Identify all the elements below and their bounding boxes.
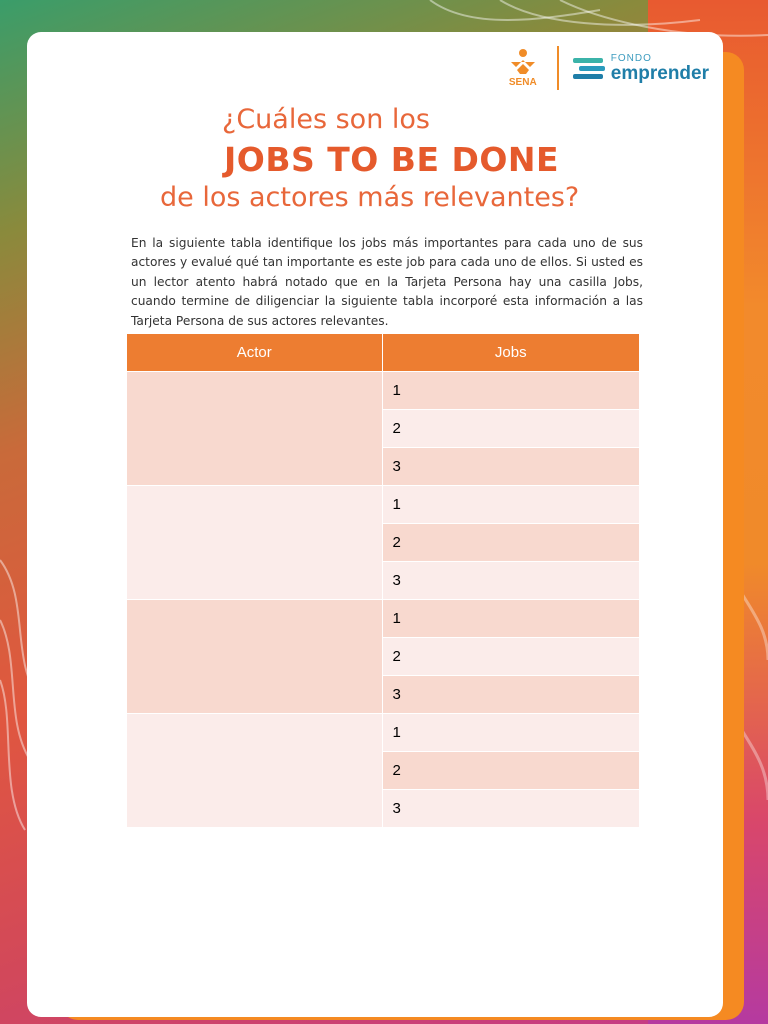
job-cell[interactable]: 1 [382,486,639,524]
job-cell[interactable]: 3 [382,790,639,828]
table-header-row [127,334,639,372]
intro-paragraph: En la siguiente tabla identifique los jobs más importantes para cada uno de sus actores y evalué qué tan importante es este job para cada uno de ellos. Si usted es un lector atento habrá notado que en la Tarjeta Persona hay una casilla Jobs, cuando termine de diligenciar la siguiente tabla incorporé esta información a las Tarjeta Persona de sus actores relevantes. [131,236,643,328]
fondo-logo-big-text: emprender [610,62,709,84]
job-cell[interactable]: 2 [382,752,639,790]
fondo-emprender-icon [571,55,607,81]
title-line-1: ¿Cuáles son los [222,104,430,135]
job-cell[interactable]: 2 [382,524,639,562]
jobs-table [127,334,639,827]
fondo-emprender-logo [571,54,709,83]
table-row [127,714,639,752]
header-jobs: Jobs [382,334,639,372]
table-row [127,600,639,638]
job-cell[interactable]: 2 [382,410,639,448]
actor-cell[interactable] [127,372,382,486]
job-cell[interactable]: 2 [382,638,639,676]
job-cell[interactable]: 3 [382,562,639,600]
sena-logo [501,48,545,88]
actor-cell[interactable] [127,600,382,714]
title-line-3: de los actores más relevantes? [160,182,580,213]
fondo-logo-small-text: FONDO [610,52,652,64]
job-cell[interactable]: 1 [382,714,639,752]
sena-logo-text: SENA [508,77,537,88]
logo-divider [557,46,559,90]
job-cell[interactable]: 1 [382,600,639,638]
job-cell[interactable]: 3 [382,448,639,486]
header-logos [501,46,709,90]
title-line-2: JOBS TO BE DONE [224,140,560,179]
actor-cell[interactable] [127,486,382,600]
table-row [127,372,639,410]
actor-cell[interactable] [127,714,382,828]
header-actor: Actor [127,334,382,372]
table-row [127,486,639,524]
job-cell[interactable]: 1 [382,372,639,410]
content-card [27,32,723,1017]
sena-emblem-icon [508,48,538,76]
job-cell[interactable]: 3 [382,676,639,714]
